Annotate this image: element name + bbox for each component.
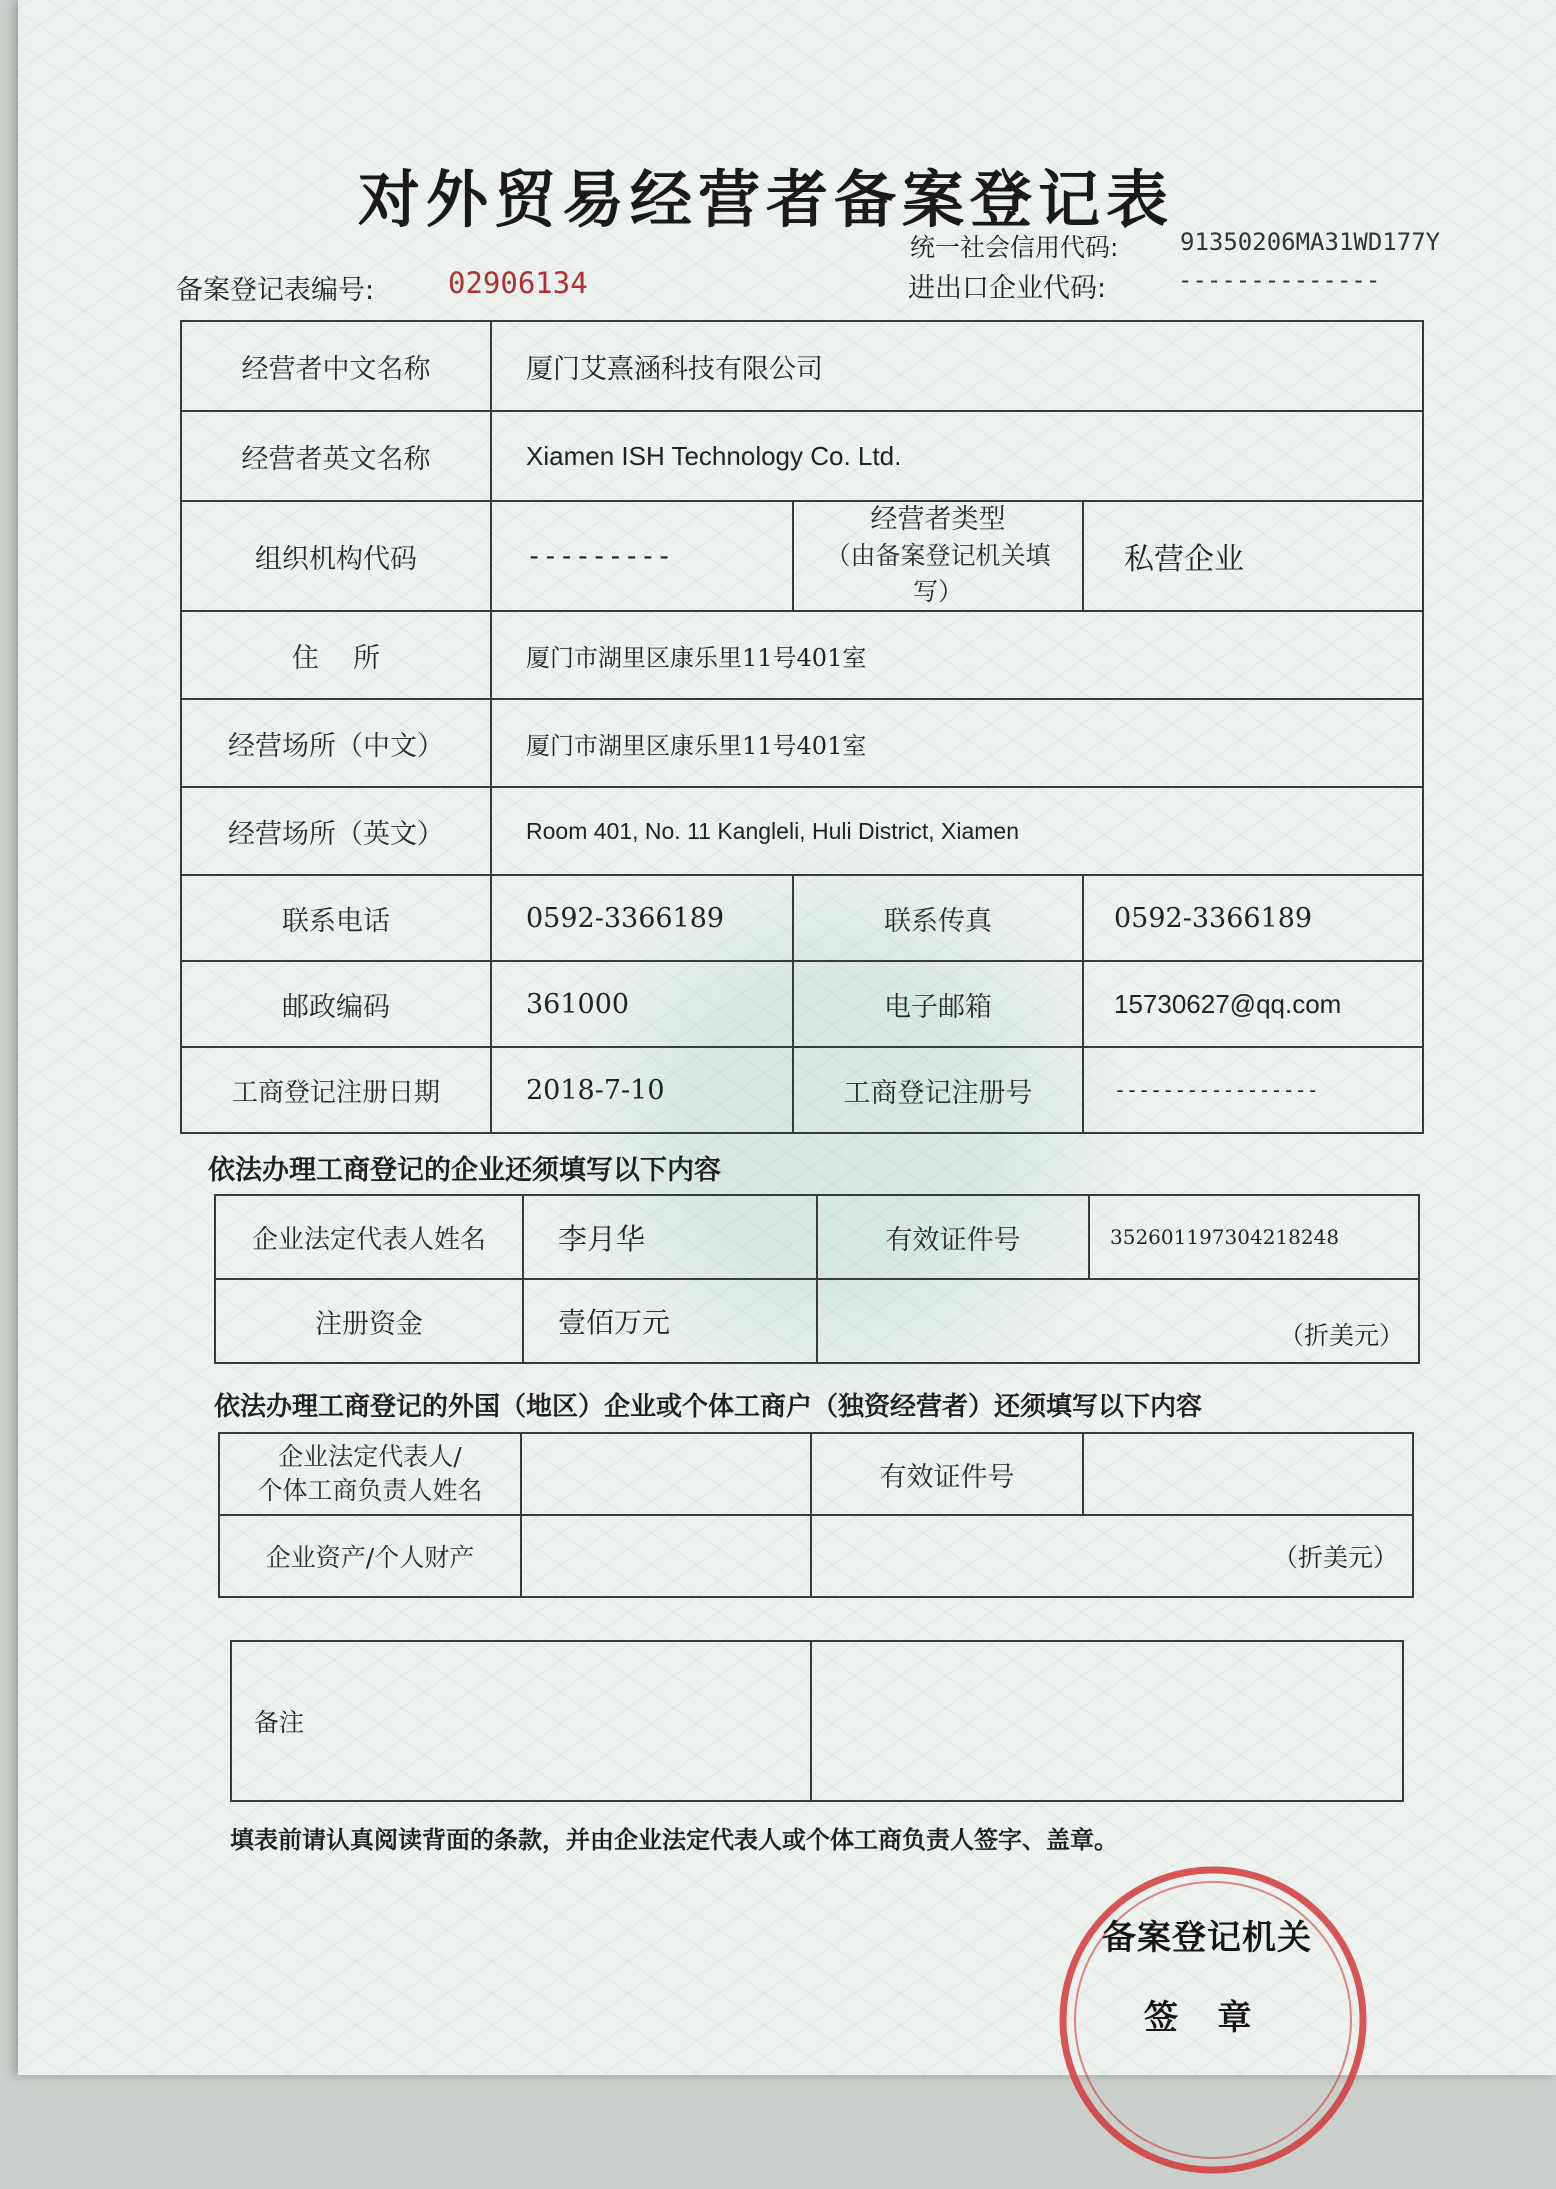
en-name-label: 经营者英文名称 (181, 411, 491, 501)
document-title: 对外贸易经营者备案登记表 (358, 163, 1175, 236)
table-row (215, 1195, 1419, 1279)
remarks-table (230, 1640, 1404, 1802)
org-code-label: 组织机构代码 (181, 501, 491, 611)
foreign-rep-name (521, 1433, 811, 1515)
place-en-label: 经营场所（英文） (181, 787, 491, 875)
address-value: 厦门市湖里区康乐里11号401室 (491, 611, 1423, 699)
id-label: 有效证件号 (817, 1195, 1089, 1279)
biz-reg-no-value: ----------------- (1083, 1047, 1423, 1133)
place-en-value: Room 401, No. 11 Kangleli, Huli District, Xiamen (491, 787, 1423, 875)
legal-rep-label: 企业法定代表人姓名 (215, 1195, 523, 1279)
cn-name-value: 厦门艾熹涵科技有限公司 (491, 321, 1423, 411)
operator-type-label-line1: 经营者类型 (870, 504, 1006, 535)
asset-usd-note: （折美元） (811, 1515, 1413, 1597)
operator-type-value: 私营企业 (1083, 501, 1423, 611)
ie-code-label: 进出口企业代码: (908, 273, 1107, 304)
reg-no-value: 02906134 (448, 266, 588, 300)
section2-table (218, 1432, 1414, 1598)
address-label: 住 所 (181, 611, 491, 699)
reg-date-label: 工商登记注册日期 (181, 1047, 491, 1133)
fax-label: 联系传真 (793, 875, 1083, 961)
operator-type-label-line2: （由备案登记机关填写） (825, 541, 1051, 606)
table-row (181, 321, 1423, 411)
capital-value: 壹佰万元 (523, 1279, 817, 1363)
reg-date-value: 2018-7-10 (491, 1047, 793, 1133)
table-row (181, 611, 1423, 699)
foreign-rep-label-line2: 个体工商负责人姓名 (257, 1476, 483, 1505)
asset-value (521, 1515, 811, 1597)
capital-label: 注册资金 (215, 1279, 523, 1363)
id-number: 352601197304218248 (1089, 1195, 1419, 1279)
table-row (181, 501, 1423, 611)
foreign-rep-label (219, 1433, 521, 1515)
section1-heading: 依法办理工商登记的企业还须填写以下内容 (208, 1155, 721, 1186)
en-name-value: Xiamen ISH Technology Co. Ltd. (491, 411, 1423, 501)
remarks-value (811, 1641, 1403, 1801)
foreign-id-label: 有效证件号 (811, 1433, 1083, 1515)
section1-table (214, 1194, 1420, 1364)
table-row (181, 699, 1423, 787)
postcode-value: 361000 (491, 961, 793, 1047)
operator-type-label (793, 501, 1083, 611)
fax-value: 0592-3366189 (1083, 875, 1423, 961)
capital-usd-note: （折美元） (817, 1279, 1419, 1363)
foreign-rep-label-line1: 企业法定代表人/ (278, 1442, 462, 1471)
seal-authority-text: 备案登记机关 (1102, 1918, 1312, 1958)
table-row (181, 1047, 1423, 1133)
remarks-label: 备注 (231, 1641, 811, 1801)
phone-value: 0592-3366189 (491, 875, 793, 961)
asset-label: 企业资产/个人财产 (219, 1515, 521, 1597)
legal-rep-name: 李月华 (523, 1195, 817, 1279)
email-value: 15730627@qq.com (1083, 961, 1423, 1047)
table-row (231, 1641, 1403, 1801)
table-row (181, 411, 1423, 501)
reg-no-label: 备案登记表编号: (176, 275, 375, 306)
postcode-label: 邮政编码 (181, 961, 491, 1047)
seal-sign-text: 签 章 (1144, 1998, 1253, 2038)
org-code-value: --------- (491, 501, 793, 611)
place-cn-label: 经营场所（中文） (181, 699, 491, 787)
biz-reg-no-label: 工商登记注册号 (793, 1047, 1083, 1133)
foreign-id-number (1083, 1433, 1413, 1515)
table-row (215, 1279, 1419, 1363)
section2-heading: 依法办理工商登记的外国（地区）企业或个体工商户（独资经营者）还须填写以下内容 (214, 1392, 1203, 1422)
table-row (219, 1433, 1413, 1515)
cn-name-label: 经营者中文名称 (181, 321, 491, 411)
table-row (181, 961, 1423, 1047)
table-row (181, 875, 1423, 961)
place-cn-value: 厦门市湖里区康乐里11号401室 (491, 699, 1423, 787)
ie-code-value: -------------- (1178, 266, 1381, 294)
credit-code-value: 91350206MA31WD177Y (1180, 228, 1441, 256)
table-row (219, 1515, 1413, 1597)
email-label: 电子邮箱 (793, 961, 1083, 1047)
table-row (181, 787, 1423, 875)
phone-label: 联系电话 (181, 875, 491, 961)
footer-note: 填表前请认真阅读背面的条款，并由企业法定代表人或个体工商负责人签字、盖章。 (230, 1826, 1118, 1854)
credit-code-label: 统一社会信用代码: (910, 233, 1119, 262)
main-info-table (180, 320, 1424, 1134)
document-page (18, 0, 1556, 2075)
